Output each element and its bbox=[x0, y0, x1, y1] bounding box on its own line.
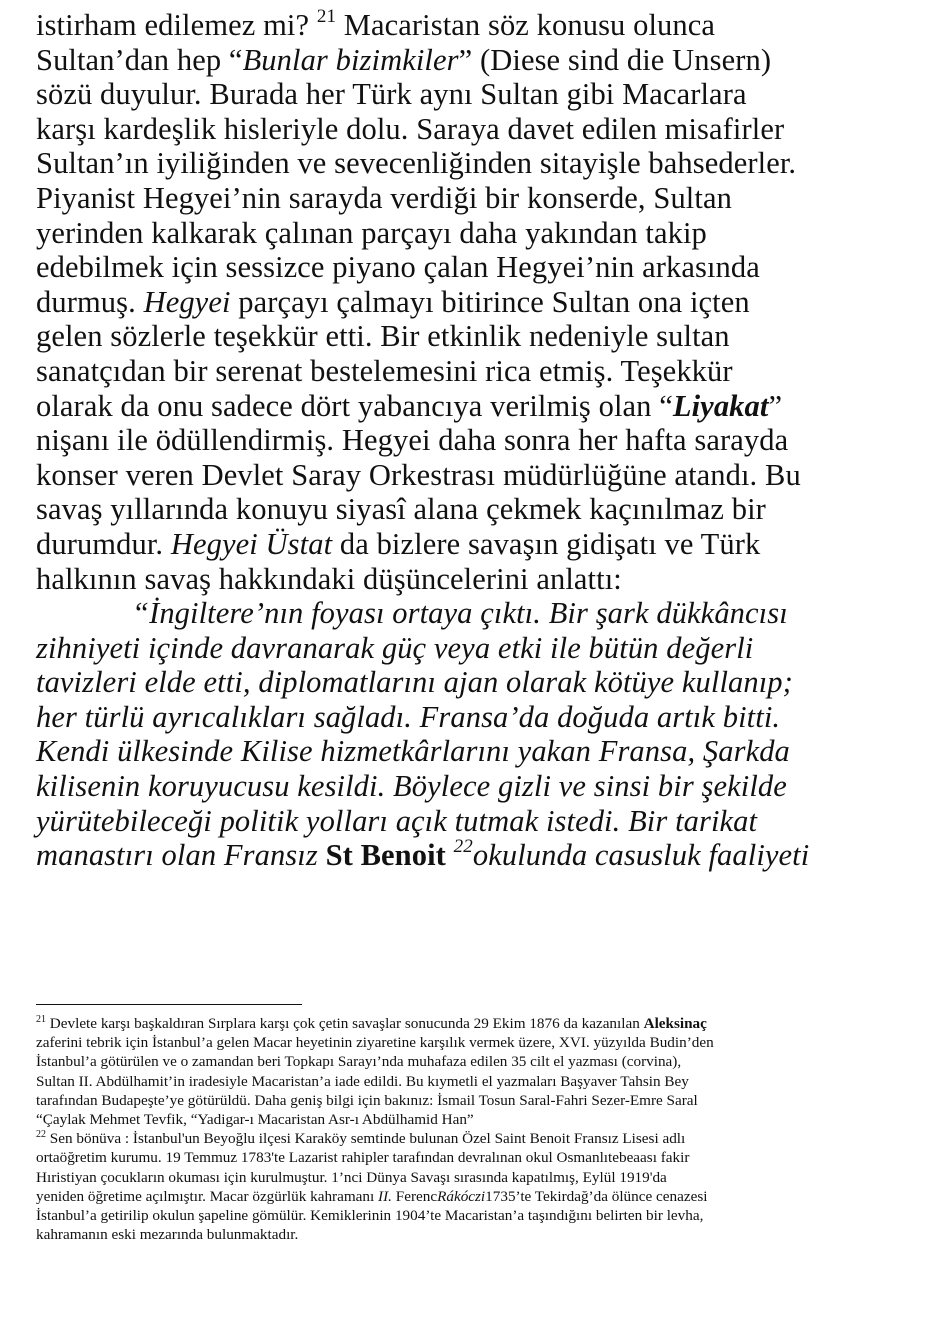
bold-italic-text: Liyakat bbox=[672, 388, 769, 423]
body-line bbox=[36, 181, 916, 216]
text-run: ” (Diese sind die Unsern) bbox=[458, 42, 772, 77]
italic-text: Hegyei Üstat bbox=[170, 526, 333, 561]
text-run: yeniden öğretime açılmıştır. Macar özgürlük kahramanı bbox=[36, 1187, 379, 1205]
quote-line bbox=[36, 769, 916, 804]
quote-line bbox=[36, 804, 916, 839]
text-run: durmuş. bbox=[36, 284, 144, 319]
text-run: zaferini tebrik için İstanbul’a gelen Macar heyetinin ziyaretine karşılık vermek üzere, XVI. yüzyılda Budin’den bbox=[36, 1034, 714, 1052]
text-run: Sultan’dan hep “ bbox=[36, 42, 243, 77]
text-run: ortaöğretim kurumu. 19 Temmuz 1783'te Lazarist rahipler tarafından devralınan okul Osmanlıtebeaası fakir bbox=[36, 1149, 690, 1167]
text-run: Macaristan söz konusu olunca bbox=[336, 8, 716, 42]
italic-text: Rákóczi bbox=[437, 1187, 486, 1205]
body-line bbox=[36, 562, 916, 597]
text-run: zihniyeti içinde davranarak güç veya etki ile bütün değerli bbox=[36, 630, 754, 665]
text-run: sözü duyulur. Burada her Türk aynı Sultan gibi Macarlara bbox=[36, 77, 747, 112]
body-line bbox=[36, 354, 916, 389]
text-run: kahramanın eski mezarında bulunmaktadır. bbox=[36, 1226, 299, 1244]
text-run: Devlete karşı başkaldıran Sırplara karşı çok çetin savaşlar sonucunda 29 Ekim 1876 da kazanılan bbox=[46, 1015, 644, 1032]
footnote-reference: 22 bbox=[36, 1129, 46, 1141]
quote-line bbox=[36, 631, 916, 666]
italic-text: Bunlar bizimkiler bbox=[242, 42, 459, 77]
footnote-line bbox=[36, 1187, 916, 1206]
footnote-line bbox=[36, 1129, 916, 1148]
footnote-line bbox=[36, 1148, 916, 1167]
text-run bbox=[446, 838, 454, 872]
text-run: Hıristiyan çocukların okuması için kurulmuştur. 1’nci Dünya Savaşı sırasında kapatılmış, Eylül 1919'da bbox=[36, 1168, 667, 1186]
quote-line bbox=[36, 734, 916, 769]
quote-line bbox=[36, 665, 916, 700]
footnote-line bbox=[36, 1110, 916, 1129]
body-line bbox=[36, 77, 916, 112]
text-run: olarak da onu sadece dört yabancıya verilmiş olan “ bbox=[36, 388, 673, 423]
text-run: yerinden kalkarak çalınan parçayı daha yakından takip bbox=[36, 215, 707, 250]
text-run: parçayı çalmayı bitirince Sultan ona içten bbox=[230, 284, 750, 319]
body-line bbox=[36, 43, 916, 78]
quote-line bbox=[36, 838, 916, 873]
text-run: tarafından Budapeşte’ye götürüldü. Daha geniş bilgi için bakınız: İsmail Tosun Saral-Fahri Sezer-Emre Saral bbox=[36, 1091, 698, 1109]
text-run: İstanbul’a götürülen ve o zamandan beri Topkapı Sarayı’nda muhafaza edilen 35 cilt el yazması (corvina), bbox=[36, 1053, 682, 1071]
footnote-line bbox=[36, 1168, 916, 1187]
text-run: nişanı ile ödüllendirmiş. Hegyei daha sonra her hafta sarayda bbox=[36, 423, 789, 458]
body-line bbox=[36, 8, 916, 43]
footnote-line bbox=[36, 1225, 916, 1244]
body-line bbox=[36, 146, 916, 181]
quote-line bbox=[36, 700, 916, 735]
italic-text: II. bbox=[378, 1187, 392, 1205]
text-run: istirham edilemez mi? bbox=[36, 8, 317, 42]
text-run: savaş yıllarında konuyu siyasî alana çekmek kaçınılmaz bir bbox=[36, 492, 766, 527]
footnote-line bbox=[36, 1014, 916, 1033]
text-run: Sultan II. Abdülhamit’in iradesiyle Macaristan’a iade edildi. Bu kıymetli el yazmaları Başyaver Tahsin Bey bbox=[36, 1072, 689, 1090]
text-run: Sen bönüva : İstanbul'un Beyoğlu ilçesi Karaköy semtinde bulunan Özel Saint Benoit Fransız Lisesi adlı bbox=[46, 1130, 686, 1148]
text-run: durumdur. bbox=[36, 526, 171, 561]
footnote-line bbox=[36, 1091, 916, 1110]
text-run: 1735’te Tekirdağ’da ölünce cenazesi bbox=[485, 1187, 708, 1205]
footnote-line bbox=[36, 1072, 916, 1091]
body-line bbox=[36, 216, 916, 251]
body-line bbox=[36, 527, 916, 562]
text-run: tavizleri elde etti, diplomatlarını ajan olarak kötüye kullanıp; bbox=[36, 665, 793, 700]
text-run: edebilmek için sessizce piyano çalan Hegyei’nin arkasında bbox=[36, 250, 760, 285]
body-line bbox=[36, 319, 916, 354]
italic-text: Hegyei bbox=[143, 284, 231, 319]
footnotes bbox=[36, 1014, 916, 1244]
body-text bbox=[36, 8, 916, 873]
text-run: okulunda casusluk faaliyeti bbox=[472, 838, 810, 873]
text-run: gelen sözlerle teşekkür etti. Bir etkinlik nedeniyle sultan bbox=[36, 319, 730, 354]
text-run: “Çaylak Mehmet Tevfik, “Yadigar-ı Macaristan Asr-ı Abdülhamid Han” bbox=[36, 1110, 474, 1128]
footnote-separator bbox=[36, 1004, 302, 1005]
text-run: ” bbox=[768, 388, 783, 423]
text-run: manastırı olan Fransız bbox=[36, 838, 326, 873]
footnote-line bbox=[36, 1033, 916, 1052]
footnote-reference: 22 bbox=[453, 836, 473, 858]
text-run: Kendi ülkesinde Kilise hizmetkârlarını yakan Fransa, Şarkda bbox=[36, 734, 790, 769]
body-line bbox=[36, 423, 916, 458]
text-run: her türlü ayrıcalıkları sağladı. Fransa’da doğuda artık bitti. bbox=[36, 699, 781, 734]
text-run: sanatçıdan bir serenat bestelemesini rica etmiş. Teşekkür bbox=[36, 353, 733, 388]
body-line bbox=[36, 492, 916, 527]
text-run: karşı kardeşlik hisleriyle dolu. Saraya davet edilen misafirler bbox=[36, 111, 785, 146]
footnote-reference: 21 bbox=[316, 6, 337, 27]
body-line bbox=[36, 250, 916, 285]
footnote-line bbox=[36, 1206, 916, 1225]
text-run: konser veren Devlet Saray Orkestrası müdürlüğüne atandı. Bu bbox=[36, 457, 801, 492]
text-run: yürütebileceği politik yolları açık tutmak istedi. Bir tarikat bbox=[36, 803, 758, 838]
text-run: Ferenc bbox=[391, 1187, 438, 1205]
text-run: da bizlere savaşın gidişatı ve Türk bbox=[332, 526, 761, 561]
body-line bbox=[36, 285, 916, 320]
footnote-line bbox=[36, 1052, 916, 1071]
text-run: İstanbul’a getirilip okulun şapeline gömülür. Kemiklerinin 1904’te Macaristan’a taşındığını belirten bir levha, bbox=[36, 1206, 704, 1224]
body-line bbox=[36, 112, 916, 147]
text-run: “İngiltere’nın foyası ortaya çıktı. Bir şark dükkâncısı bbox=[132, 596, 788, 631]
text-run: kilisenin koruyucusu kesildi. Böylece gizli ve sinsi bir şekilde bbox=[36, 769, 787, 804]
bold-text: St Benoit bbox=[325, 838, 446, 873]
quote-line bbox=[36, 596, 916, 631]
body-line bbox=[36, 458, 916, 493]
text-run: halkının savaş hakkındaki düşüncelerini anlattı: bbox=[36, 561, 622, 596]
bold-text: Aleksinaç bbox=[643, 1015, 707, 1032]
footnote-reference: 21 bbox=[36, 1014, 46, 1025]
text-run: Sultan’ın iyiliğinden ve sevecenliğinden sitayişle bahsederler. bbox=[36, 146, 797, 181]
text-run: Piyanist Hegyei’nin sarayda verdiği bir konserde, Sultan bbox=[36, 180, 732, 215]
body-line bbox=[36, 389, 916, 424]
